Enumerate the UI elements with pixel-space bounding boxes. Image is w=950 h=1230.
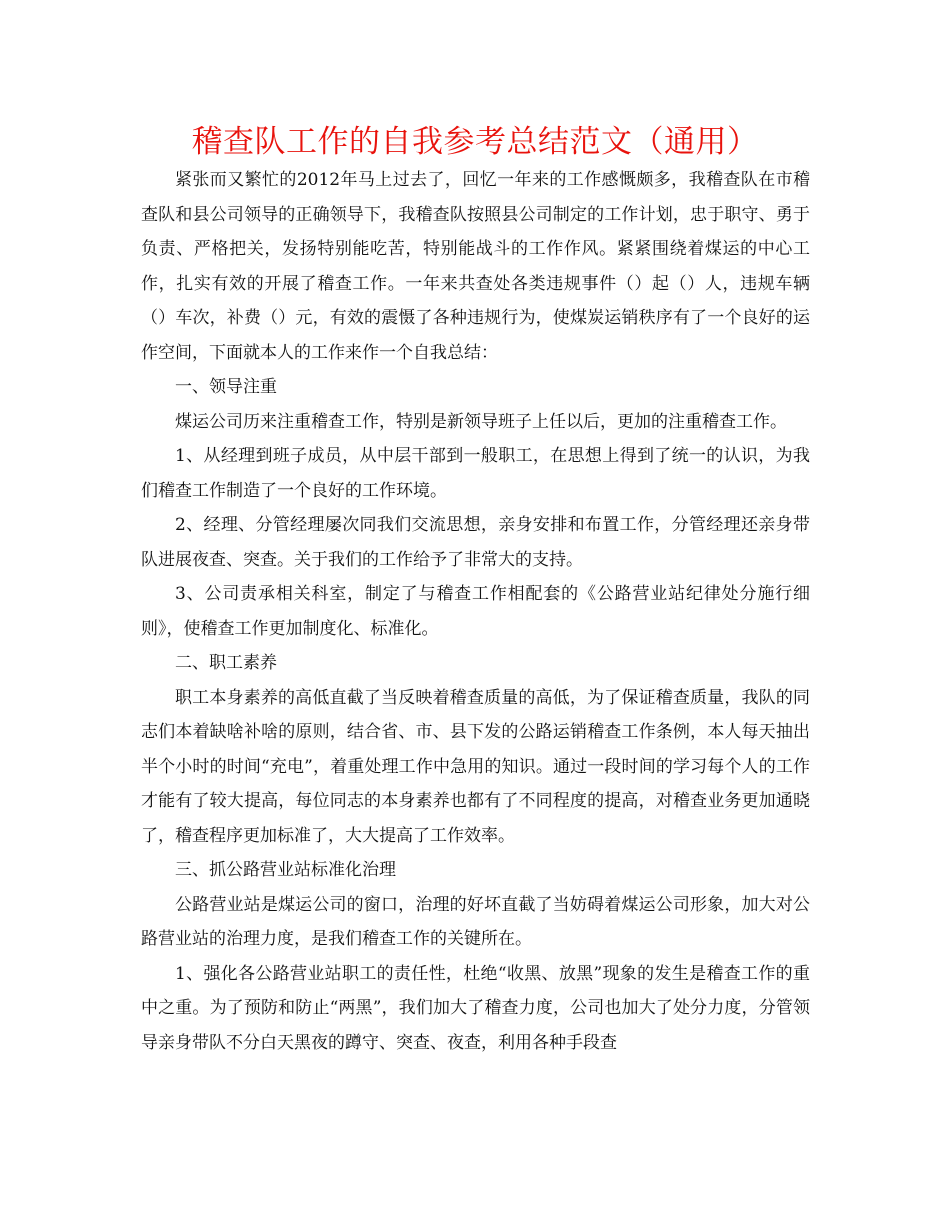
section-heading-2: 二、职工素养 xyxy=(175,653,277,673)
section-3-paragraph: 公路营业站是煤运公司的窗口，治理的好坏直截了当妨碍着煤运公司形象，加大对公路营业站的治理力度，是我们稽查工作的关键所在。 xyxy=(141,894,810,949)
document-body xyxy=(141,163,810,1060)
section-1-item-2: 2、经理、分管经理屡次同我们交流思想，亲身安排和布置工作，分管经理还亲身带队进展夜查、突查。关于我们的工作给予了非常大的支持。 xyxy=(141,515,810,570)
section-heading-3: 三、抓公路营业站标准化治理 xyxy=(175,860,396,880)
section-1-paragraph: 煤运公司历来注重稽查工作，特别是新领导班子上任以后，更加的注重稽查工作。 xyxy=(175,411,787,432)
section-2-paragraph: 职工本身素养的高低直截了当反映着稽查质量的高低，为了保证稽查质量，我队的同志们本着缺啥补啥的原则，结合省、市、县下发的公路运销稽查工作条例，本人每天抽出半个小时的时间“充电”，着重处理工作中急用的知识。通过一段时间的学习每个人的工作才能有了较大提高，每位同志的本身素养也都有了不同程度的提高，对稽查业务更加通晓了，稽查程序更加标准了，大大提高了工作效率。 xyxy=(141,687,810,846)
document-title: 稽查队工作的自我参考总结范文（通用） xyxy=(191,124,759,160)
section-1-item-3: 3、公司责承相关科室，制定了与稽查工作相配套的《公路营业站纪律处分施行细则》，使稽查工作更加制度化、标准化。 xyxy=(141,584,810,639)
intro-paragraph: 紧张而又繁忙的2012年马上过去了，回忆一年来的工作感慨颇多，我稽查队在市稽查队和县公司领导的正确领导下，我稽查队按照县公司制定的工作计划，忠于职守、勇于负责、严格把关，发扬特别能吃苦，特别能战斗的工作作风。紧紧围绕着煤运的中心工作，扎实有效的开展了稽查工作。一年来共查处各类违规事件（）起（）人，违规车辆（）车次，补费（）元，有效的震慑了各种违规行为，使煤炭运销秩序有了一个良好的运作空间，下面就本人的工作来作一个自我总结： xyxy=(141,170,810,363)
section-1-item-1: 1、从经理到班子成员，从中层干部到一般职工，在思想上得到了统一的认识，为我们稽查工作制造了一个良好的工作环境。 xyxy=(141,446,810,501)
section-heading-1: 一、领导注重 xyxy=(175,377,277,397)
section-3-item-1: 1、强化各公路营业站职工的责任性，杜绝“收黑、放黑”现象的发生是稽查工作的重中之重。为了预防和防止“两黑”，我们加大了稽查力度，公司也加大了处分力度，分管领导亲身带队不分白天黑夜的蹲守、突查、夜查，利用各种手段查 xyxy=(141,963,810,1053)
